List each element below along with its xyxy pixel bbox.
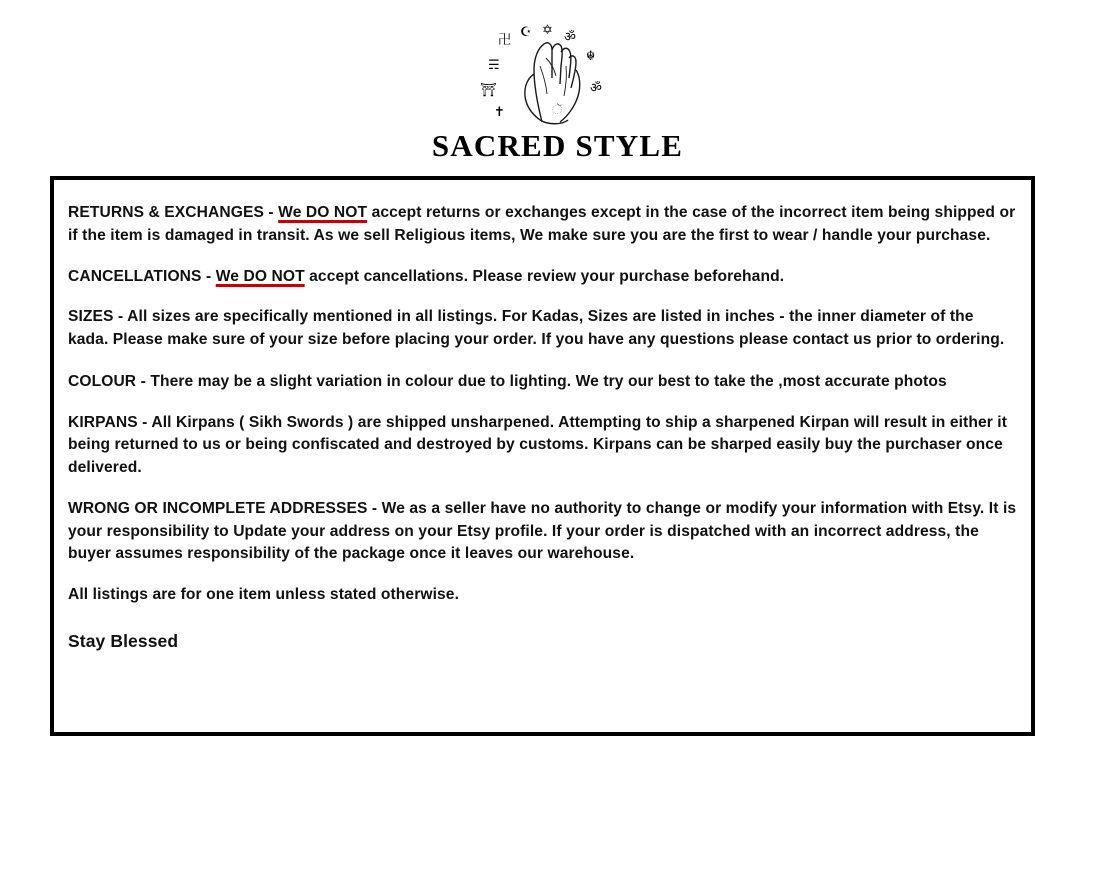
policy-body-cancellations: accept cancellations. Please review your purchase beforehand. (304, 267, 785, 285)
policy-body-sizes: All sizes are specifically mentioned in all listings. For Kadas, Sizes are listed in inches - the inner diameter of the kada. Please make sure of your size before placing your order. If you have any questions please contact us prior to ordering. (68, 308, 1005, 349)
policy-paragraph-returns (68, 202, 1017, 248)
policy-heading-returns: RETURNS & EXCHANGES (68, 204, 264, 221)
policy-body-kirpans: All Kirpans ( Sikh Swords ) are shipped unsharpened. Attempting to ship a sharpened Kirpan will result in either it being returned to us or being confiscated and destroyed by customs. Kirpans can be sharped easily buy the purchaser once delivered. (68, 413, 1008, 477)
aum-icon: ૅ (551, 103, 562, 118)
policy-heading-cancellations: CANCELLATIONS (68, 267, 202, 285)
policy-paragraph-kirpans (68, 412, 1017, 480)
cross-of-lorraine-icon: ॐ (589, 81, 602, 96)
policy-body-colour: There may be a slight variation in colour due to lighting. We try our best to take the ,most accurate photos (150, 372, 947, 390)
torii-gate-icon: ⛩ (479, 83, 497, 98)
policy-note: All listings are for one item unless stated otherwise. (68, 586, 460, 604)
star-of-david-icon: ✡ (541, 23, 553, 38)
policy-heading-colour: COLOUR (68, 372, 137, 390)
swastika-icon: 卍 (497, 33, 511, 48)
policy-content (54, 180, 1031, 665)
policy-separator: - (136, 372, 151, 390)
policy-emphasis-returns: We DO NOT (278, 204, 368, 221)
crescent-moon-icon: ☪ (519, 25, 532, 40)
brand-logo-block (0, 0, 1115, 164)
policy-separator: - (137, 413, 152, 431)
policy-separator: - (201, 267, 216, 285)
policy-separator: - (263, 204, 279, 221)
policy-paragraph-addresses (68, 498, 1017, 566)
khanda-icon: ☬ (585, 49, 595, 64)
om-icon: ॐ (563, 30, 576, 45)
latin-cross-icon: ✝ (493, 105, 505, 120)
policy-box (50, 176, 1035, 736)
policy-heading-kirpans: KIRPANS (68, 413, 138, 431)
policy-separator: - (367, 499, 382, 517)
policy-paragraph-colour (68, 371, 1017, 394)
praying-hands-logo-art (468, 14, 648, 126)
menorah-icon: ☴ (487, 58, 500, 73)
policy-paragraph-cancellations (68, 266, 1017, 289)
policy-heading-sizes: SIZES (68, 308, 114, 326)
brand-name: SACRED STYLE (431, 128, 684, 163)
policy-heading-addresses: WRONG OR INCOMPLETE ADDRESSES (68, 499, 368, 517)
policy-separator: - (113, 308, 128, 326)
policy-emphasis-cancellations: We DO NOT (215, 267, 305, 285)
policy-closing: Stay Blessed (68, 630, 179, 651)
policy-body-returns: accept returns or exchanges except in the case of the incorrect item being shipped or if the item is damaged in transit. As we sell Religious items, We make sure you are the first to wear / handle your purchase. (68, 204, 1016, 244)
policy-paragraph-sizes (68, 306, 1017, 352)
policy-body-addresses: We as a seller have no authority to change or modify your information with Etsy. It is your responsibility to Update your address on your Etsy profile. If your order is dispatched with an incorrect address, the buyer assumes responsibility of the package once it leaves our warehouse. (68, 499, 1017, 563)
